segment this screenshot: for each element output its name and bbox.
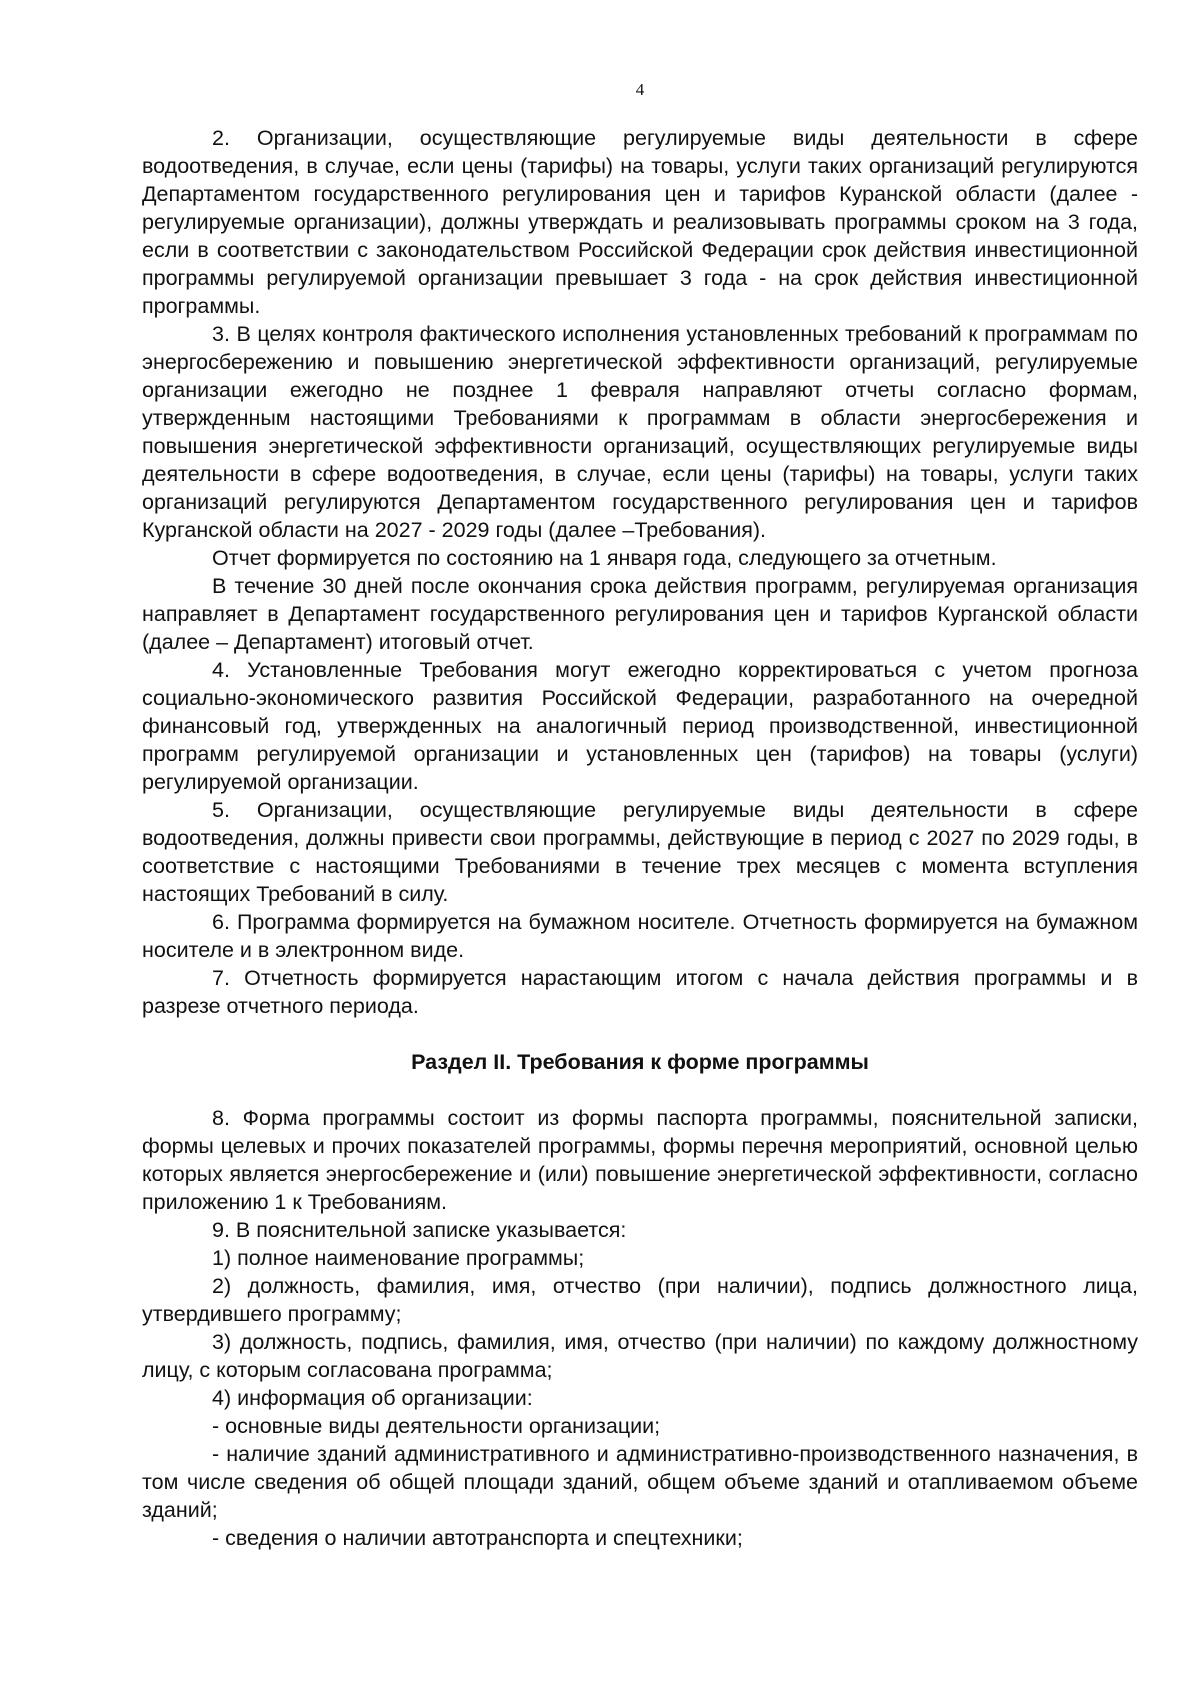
list-item-1: 1) полное наименование программы; [212,1246,585,1270]
list-item-2: 2) должность, фамилия, имя, отчество (при наличии), подпись должностного лица, утвердившего программу; [142,1274,1138,1326]
document-body [142,124,1138,1552]
paragraph-report-date: Отчет формируется по состоянию на 1 января года, следующего за отчетным. [212,546,997,570]
sub-item-vehicles: - сведения о наличии автотранспорта и спецтехники; [212,1526,743,1550]
sub-item-buildings: - наличие зданий административного и административно-производственного назначения, в том числе сведения об общей площади зданий, общем объеме зданий и отапливаемом объеме зданий; [142,1442,1138,1522]
paragraph-2: 2. Организации, осуществляющие регулируемые виды деятельности в сфере водоотведения, в случае, если цены (тарифы) на товары, услуги таких организаций регулируются Департаментом государственного регулирования цен и тарифов Куранской области (далее - регулируемые организации), должны утверждать и реализовывать программы сроком на 3 года, если в соответствии с законодательством Российской Федерации срок действия инвестиционной программы регулируемой организации превышает 3 года - на срок действия инвестиционной программы. [142,126,1138,318]
sub-item-activities: - основные виды деятельности организации; [212,1414,661,1438]
paragraph-9: 9. В пояснительной записке указывается: [212,1218,627,1242]
paragraph-3: 3. В целях контроля фактического исполнения установленных требований к программам по энергосбережению и повышению энергетической эффективности организаций, регулируемые организации ежегодно не позднее 1 февраля направляют отчеты согласно формам, утвержденным настоящими Требованиями к программам в области энергосбережения и повышения энергетической эффективности организаций, осуществляющих регулируемые виды деятельности в сфере водоотведения, в случае, если цены (тарифы) на товары, услуги таких организаций регулируются Департаментом государственного регулирования цен и тарифов Курганской области на 2027 - 2029 годы (далее –Требования). [142,322,1138,542]
section-heading: Раздел II. Требования к форме программы [411,1050,869,1074]
list-item-4: 4) информация об организации: [212,1386,533,1410]
paragraph-5: 5. Организации, осуществляющие регулируемые виды деятельности в сфере водоотведения, должны привести свои программы, действующие в период с 2027 по 2029 годы, в соответствие с настоящими Требованиями в течение трех месяцев с момента вступления настоящих Требований в силу. [142,798,1138,906]
list-item-3: 3) должность, подпись, фамилия, имя, отчество (при наличии) по каждому должностному лицу, с которым согласована программа; [142,1330,1138,1382]
paragraph-6: 6. Программа формируется на бумажном носителе. Отчетность формируется на бумажном носителе и в электронном виде. [142,910,1138,962]
paragraph-7: 7. Отчетность формируется нарастающим итогом с начала действия программы и в разрезе отчетного периода. [142,966,1138,1018]
paragraph-4: 4. Установленные Требования могут ежегодно корректироваться с учетом прогноза социально-экономического развития Российской Федерации, разработанного на очередной финансовый год, утвержденных на аналогичный период производственной, инвестиционной программ регулируемой организации и установленных цен (тарифов) на товары (услуги) регулируемой организации. [142,658,1138,794]
paragraph-final-report: В течение 30 дней после окончания срока действия программ, регулируемая организация направляет в Департамент государственного регулирования цен и тарифов Курганской области (далее – Департамент) итоговый отчет. [142,574,1138,654]
paragraph-8: 8. Форма программы состоит из формы паспорта программы, пояснительной записки, формы целевых и прочих показателей программы, формы перечня мероприятий, основной целью которых является энергосбережение и (или) повышение энергетической эффективности, согласно приложению 1 к Требованиям. [142,1106,1138,1214]
page-number: 4 [635,80,645,99]
document-page [142,0,1138,1696]
